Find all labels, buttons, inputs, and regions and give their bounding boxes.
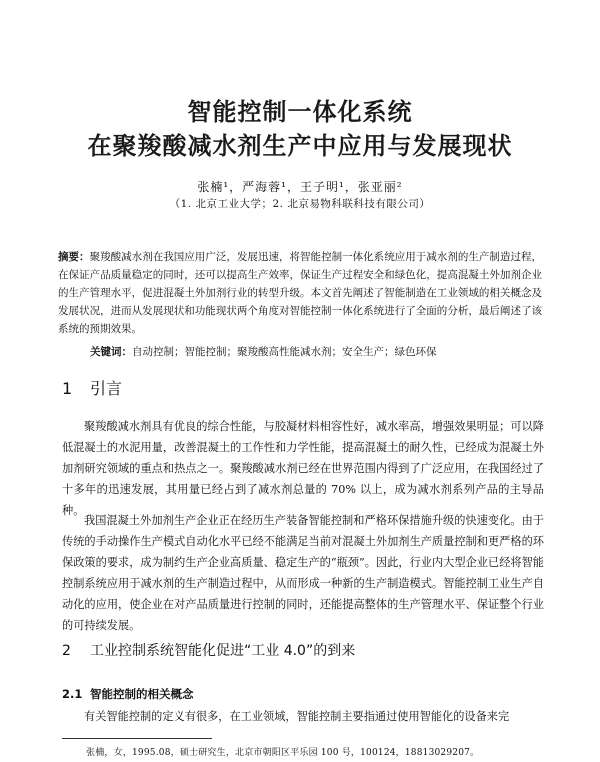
section-2-1-title: 智能控制的相关概念 bbox=[90, 687, 194, 701]
keywords-label: 关键词： bbox=[90, 346, 132, 358]
paper-title-line2: 在聚羧酸减水剂生产中应用与发展现状 bbox=[87, 132, 513, 160]
footnote: 张楠，女，1995.08，硕士研究生，北京市朝阳区平乐园 100 号，100124，18813029207。 bbox=[86, 748, 480, 758]
section-2-1-paragraph-1 bbox=[62, 706, 544, 727]
section-1-paragraph-1 bbox=[62, 416, 544, 521]
section-1-paragraph-2 bbox=[62, 510, 544, 636]
section-1-number: 1 bbox=[62, 379, 73, 398]
section-1-title: 引言 bbox=[90, 379, 123, 398]
section-2-title: 工业控制系统智能化促进“工业 4.0”的到来 bbox=[90, 643, 356, 659]
paper-title-line1: 智能控制一体化系统 bbox=[187, 98, 413, 126]
affiliations: （1. 北京工业大学；2. 北京易物科联科技有限公司） bbox=[169, 198, 431, 210]
paragraph-text: 聚羧酸减水剂具有优良的综合性能，与胶凝材料相容性好，减水率高，增强效果明显；可以降低混凝土的水泥用量，改善混凝土的工作性和力学性能，提高混凝土的耐久性，已经成为混凝土外加剂研究领域的重点和热点之一。聚羧酸减水剂已经在世界范围内得到了广泛应用，在我国经过了十多年的迅速发展，其用量已经占到了减水剂总量的 70% 以上，成为减水剂系列产品的主导品种。 bbox=[62, 420, 544, 517]
section-2-1-number: 2.1 bbox=[62, 687, 83, 701]
abstract-label: 摘要： bbox=[58, 251, 90, 263]
section-2-1-heading bbox=[62, 686, 194, 702]
abstract-text: 聚羧酸减水剂在我国应用广泛，发展迅速，将智能控制一体化系统应用于减水剂的生产制造过程，在保证产品质量稳定的同时，还可以提高生产效率，保证生产过程安全和绿色化，提高混凝土外加剂企业的生产管理水平，促进混凝土外加剂行业的转型升级。本文首先阐述了智能制造在工业领域的相关概念及发展状况，进而从发展现状和功能现状两个角度对智能控制一体化系统进行了全面的分析，最后阐述了该系统的预期效果。 bbox=[58, 251, 543, 335]
footnote-rule bbox=[62, 738, 212, 739]
section-2-heading bbox=[62, 640, 355, 660]
paragraph-text: 我国混凝土外加剂生产企业正在经历生产装备智能控制和严格环保措施升级的快速变化。由于传统的手动操作生产模式自动化水平已经不能满足当前对混凝土外加剂生产质量控制和更严格的环保政策的要求，成为制约生产企业高质量、稳定生产的“瓶颈”。因此，行业内大型企业已经将智能控制系统应用于减水剂的生产制造过程中，从而形成一种新的生产制造模式。智能控制工业生产自动化的应用，使企业在对产品质量进行控制的同时，还能提高整体的生产管理水平、保证整个行业的可持续发展。 bbox=[62, 514, 544, 632]
paragraph-text: 有关智能控制的定义有很多，在工业领域，智能控制主要指通过使用智能化的设备来完 bbox=[84, 710, 510, 723]
authors: 张楠¹，严海蓉¹，王子明¹，张亚丽² bbox=[197, 180, 403, 194]
section-2-number: 2 bbox=[62, 643, 71, 659]
keywords-text: 自动控制；智能控制；聚羧酸高性能减水剂；安全生产；绿色环保 bbox=[132, 346, 437, 358]
abstract bbox=[58, 248, 542, 338]
section-1-heading bbox=[62, 376, 122, 399]
keywords bbox=[90, 344, 550, 359]
